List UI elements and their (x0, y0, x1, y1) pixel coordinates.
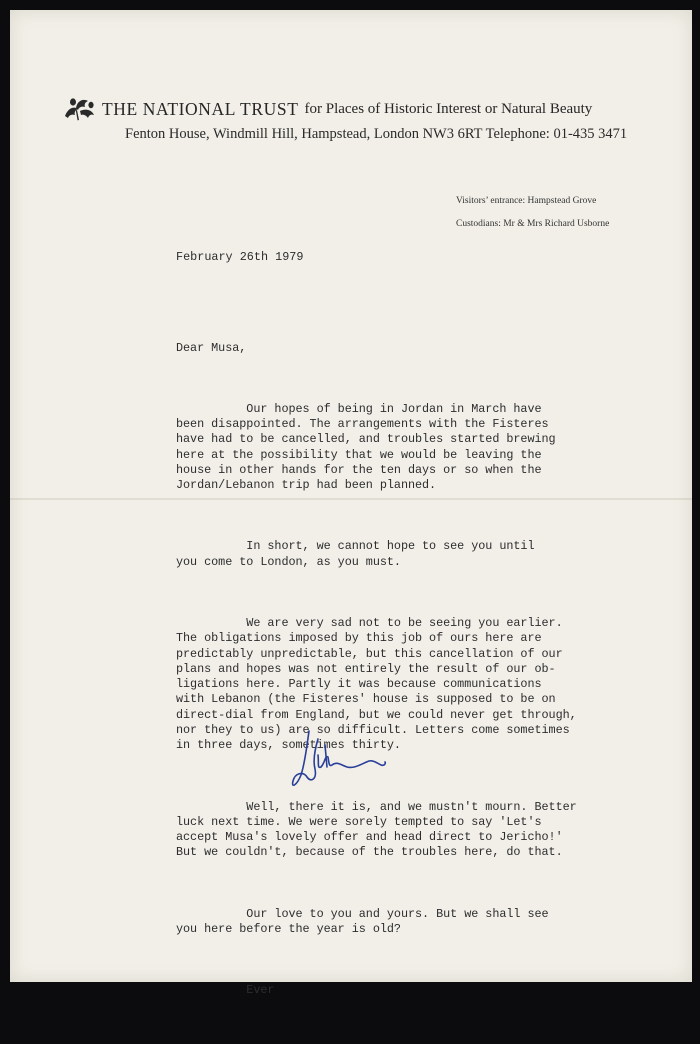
oak-leaf-acorn-icon (62, 96, 96, 122)
salutation: Dear Musa, (176, 340, 247, 355)
paragraph: Our hopes of being in Jordan in March have been disappointed. The arrangements with the Fisteres have had to be cancelled, and troubles started brewing here at the possibility that we would be leaving the house in other hands for the ten days or so when the Jordan/Lebanon trip had been planned. (176, 401, 556, 493)
letterhead (62, 96, 682, 142)
organization-name: THE NATIONAL TRUST (102, 98, 299, 119)
custodians: Custodians: Mr & Mrs Richard Usborne (456, 219, 610, 229)
paragraph: We are very sad not to be seeing you earlier. The obligations imposed by this job of ours here are predictably unpredictable, but this cancellation of our plans and hopes was not entirely the result of our ob- ligations here. Partly it was because communications with Lebanon (the Fisteres' house is supposed to be on direct-dial from England, but we could never get through, nor they to us) are so difficult. Letters come sometimes in three days, sometimes thirty. (176, 615, 577, 753)
paragraph: Well, there it is, and we mustn't mourn. Better luck next time. We were sorely tempted to say 'Let's accept Musa's lovely offer and head direct to Jericho!' But we couldn't, because of the troubles here, do that. (176, 799, 577, 860)
letter-date: February 26th 1979 (176, 250, 304, 264)
side-info (456, 190, 609, 236)
letterhead-title-row (62, 96, 682, 122)
letter-page (10, 10, 692, 998)
letter-body (176, 310, 596, 1044)
organization-tagline: for Places of Historic Interest or Natural Beauty (304, 100, 593, 117)
closing: Ever (176, 983, 275, 998)
address-line: Fenton House, Windmill Hill, Hampstead, London NW3 6RT Telephone: 01-435 3471 (125, 126, 628, 142)
visitors-entrance: Visitors’ entrance: Hampstead Grove (456, 196, 597, 206)
handwritten-signature-icon (285, 725, 395, 795)
paragraph: Our love to you and yours. But we shall see you here before the year is old? (176, 906, 549, 936)
paragraph: In short, we cannot hope to see you until you come to London, as you must. (176, 539, 535, 569)
